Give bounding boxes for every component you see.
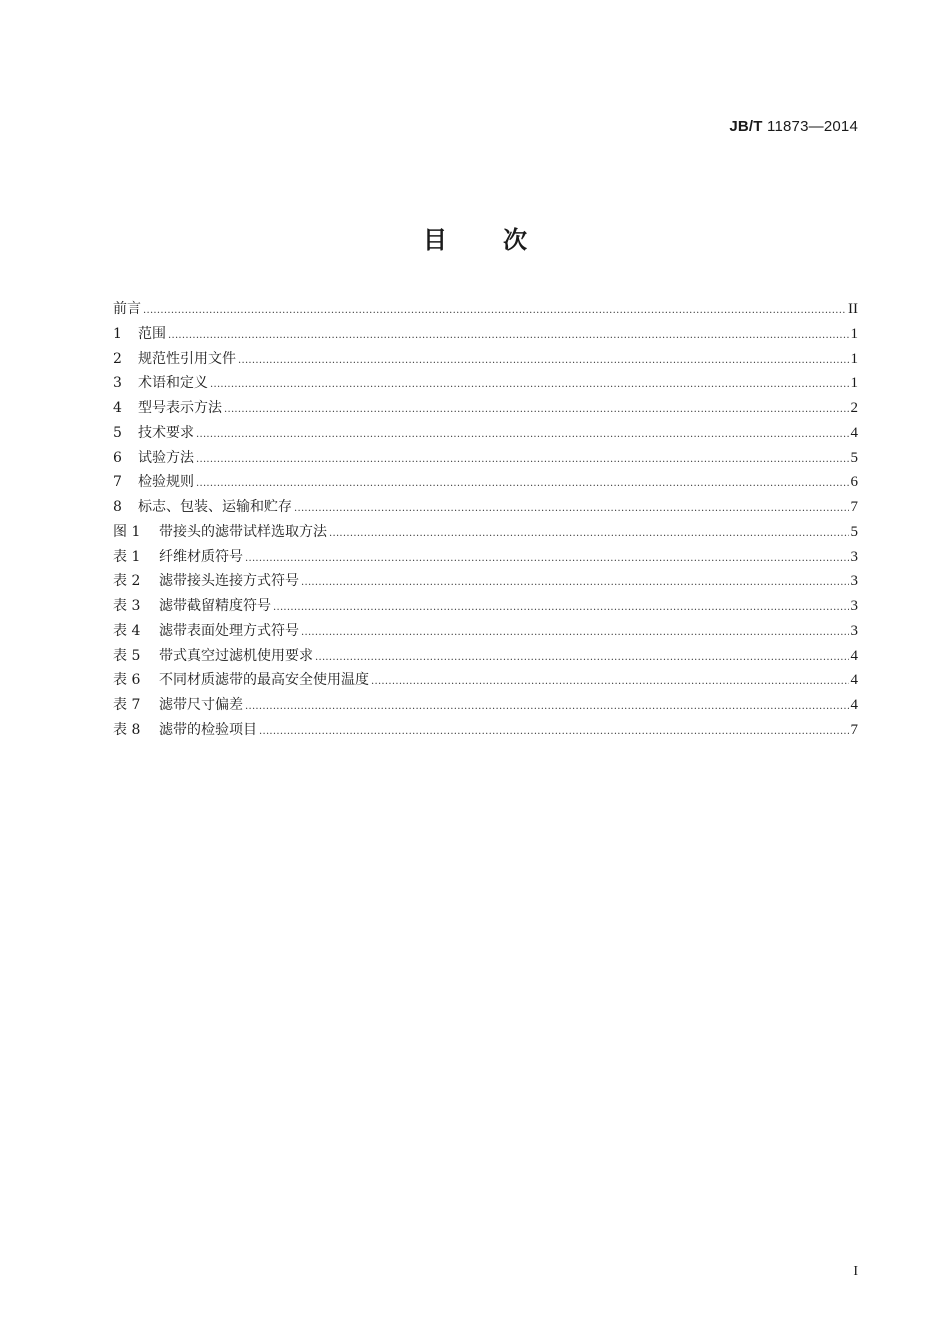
toc-leader-dots [245,695,849,720]
toc-entry-page: 2 [850,400,858,416]
toc-entry-section-2[interactable] [113,347,858,372]
standard-code-number: 11873—2014 [767,118,858,135]
toc-entry-table-6[interactable] [113,668,858,693]
toc-entry-label: 滤带截留精度符号 [159,598,271,614]
toc-leader-dots [168,324,849,349]
toc-entry-page: 6 [850,474,858,491]
toc-entry-label: 检验规则 [138,474,194,491]
toc-leader-dots [371,670,849,695]
toc-entry-number: 表 7 [113,697,141,713]
page-number: I [853,1264,858,1279]
toc-leader-dots [259,720,849,745]
toc-leader-dots [238,349,849,374]
toc-entry-label: 带式真空过滤机使用要求 [159,647,313,664]
toc-entry-table-7[interactable] [113,693,858,718]
toc-entry-number: 8 [113,499,122,515]
toc-entry-section-3[interactable] [113,371,858,396]
toc-entry-page: 5 [850,523,858,540]
toc-entry-figure-1[interactable] [113,520,858,545]
toc-entry-section-4[interactable] [113,396,858,421]
toc-entry-label: 纤维材质符号 [159,548,243,565]
toc-entry-section-1[interactable] [113,322,858,347]
toc-leader-dots [315,646,849,671]
toc-entry-section-6[interactable] [113,446,858,471]
toc-entry-number: 表 2 [113,573,141,590]
toc-entry-table-2[interactable] [113,569,858,594]
toc-entry-label: 试验方法 [138,449,194,466]
toc-entry-number: 5 [113,424,122,441]
toc-entry-section-8[interactable] [113,495,858,520]
toc-entry-label: 滤带尺寸偏差 [159,697,243,713]
toc-entry-number: 表 3 [113,598,141,614]
toc-entry-table-4[interactable] [113,619,858,644]
toc-entry-label: 带接头的滤带试样选取方法 [159,523,327,540]
toc-entry-page: II [848,301,858,317]
toc-entry-label: 不同材质滤带的最高安全使用温度 [159,672,369,689]
standard-code [729,118,858,135]
toc-leader-dots [245,547,849,572]
toc-entry-number: 2 [113,350,122,367]
toc-leader-dots [210,373,849,398]
toc-entry-page: 1 [850,350,858,367]
toc-entry-page: 3 [850,622,858,639]
toc-title: 目次 [423,226,583,254]
toc-entry-label: 型号表示方法 [138,400,222,416]
toc-entry-page: 3 [850,573,858,590]
toc-entry-number: 表 6 [113,672,141,689]
toc-entry-page: 7 [850,721,858,738]
toc-leader-dots [196,423,849,448]
toc-leader-dots [294,497,849,522]
toc-entry-page: 4 [850,697,858,713]
toc-entry-number: 1 [113,325,122,342]
toc-entry-section-7[interactable] [113,470,858,495]
toc-entry-page: 4 [850,672,858,689]
toc-leader-dots [196,448,849,473]
toc-entry-label: 标志、包装、运输和贮存 [138,499,292,515]
toc-leader-dots [329,522,849,547]
table-of-contents [113,297,858,743]
toc-entry-page: 7 [850,499,858,515]
toc-entry-label: 范围 [138,325,166,342]
toc-entry-section-5[interactable] [113,421,858,446]
toc-entry-label: 技术要求 [138,424,194,441]
toc-entry-page: 3 [850,598,858,614]
toc-entry-table-3[interactable] [113,594,858,619]
toc-entry-number: 表 4 [113,622,141,639]
toc-entry-number: 表 5 [113,647,141,664]
toc-entry-number: 表 1 [113,548,141,565]
toc-entry-number: 3 [113,375,122,392]
standard-code-prefix: JB/T [729,118,763,135]
toc-entry-label: 滤带表面处理方式符号 [159,622,299,639]
toc-entry-number: 4 [113,400,122,416]
toc-entry-number: 7 [113,474,122,491]
toc-entry-label: 规范性引用文件 [138,350,236,367]
toc-entry-page: 4 [850,647,858,664]
toc-entry-page: 5 [850,449,858,466]
toc-entry-foreword[interactable] [113,297,858,322]
toc-leader-dots [224,398,849,423]
toc-entry-label: 滤带接头连接方式符号 [159,573,299,590]
toc-leader-dots [273,596,849,621]
toc-leader-dots [301,571,849,596]
toc-entry-label: 滤带的检验项目 [159,721,257,738]
toc-entry-number: 表 8 [113,721,141,738]
toc-entry-number: 6 [113,449,122,466]
toc-entry-label: 前言 [113,301,141,317]
toc-entry-page: 3 [850,548,858,565]
toc-entry-table-5[interactable] [113,644,858,669]
toc-entry-page: 1 [850,375,858,392]
toc-entry-number: 图 1 [113,523,141,540]
toc-entry-page: 4 [850,424,858,441]
toc-entry-label: 术语和定义 [138,375,208,392]
toc-entry-table-8[interactable] [113,718,858,743]
toc-leader-dots [143,299,846,324]
toc-leader-dots [301,621,849,646]
toc-entry-table-1[interactable] [113,545,858,570]
toc-leader-dots [196,472,849,497]
toc-entry-page: 1 [850,325,858,342]
